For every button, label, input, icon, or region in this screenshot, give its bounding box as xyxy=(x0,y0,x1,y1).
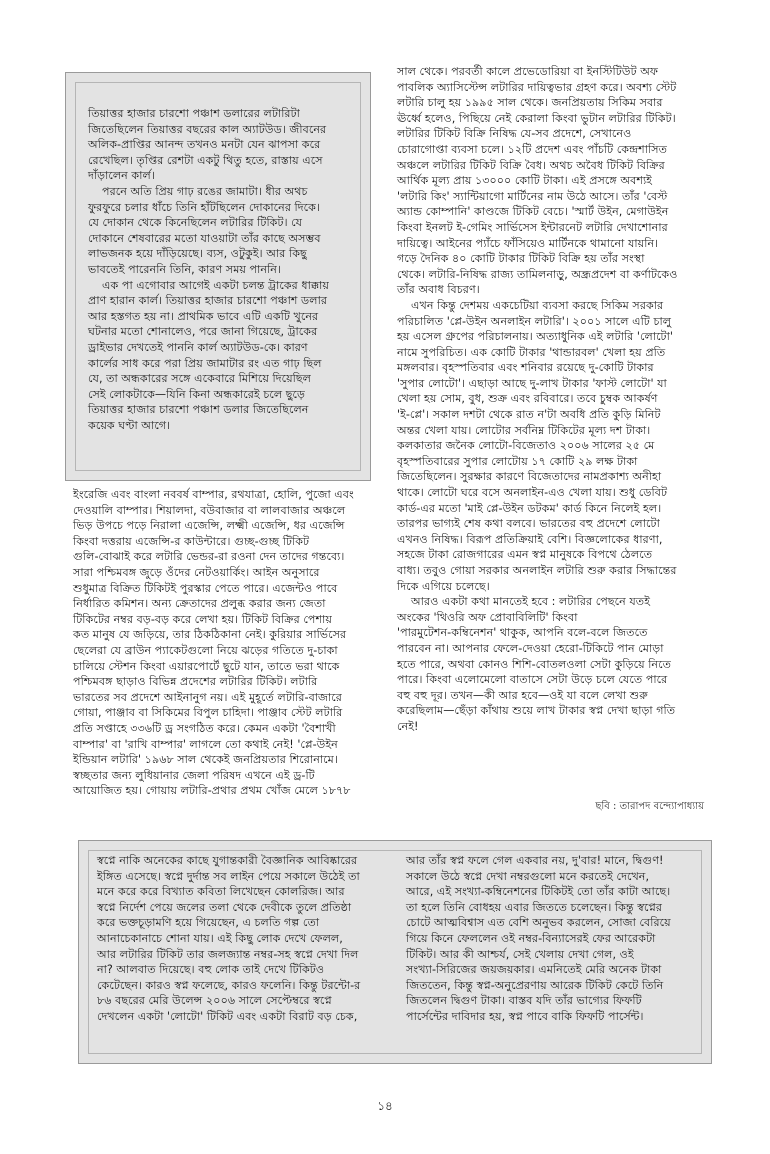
illustration-credit: ছবি : তারাপদ বন্দ্যোপাধ্যায় xyxy=(595,801,704,812)
article-right-paragraph-3: আরও একটা কথা মানতেই হবে : লটারির পেছনে যতই অংকের 'থিওরি অফ প্রোবাবিলিটি' কিংবা 'পারমুটেশন-কম্বিনেশন' থাকুক, আপনি বলে-বলে জিততে পারবেন না। আপনার ফেলে-দেওয়া হেরো-টিকিটে পান মোড়া হতে পারে, অথবা কোনও শিশি-বোতলওলা সেটা কুড়িয়ে নিতে পারে। কিংবা এলোমেলো বাতাসে সেটা উড়ে চলে যেতে পারে বহু বহু দূর। তখন—কী আর হবে—ওই যা বলে লেখা শুরু করেছিলাম—ছেঁড়া কাঁথায় শুয়ে লাখ টাকার স্বপ্ন দেখা ছাড়া গতি নেই! xyxy=(397,595,676,733)
sidebar-top-paragraph-3: এক পা এগোবার আগেই একটা চলন্ত ট্রাকের ধাক্কায় প্রাণ হারান কার্ল। তিয়াত্তর হাজার চারশো পঞ্চাশ ডলার আর হস্তগত হয় না। প্রাথমিক ভাবে এটি একটি খুনের ঘটনার মতো শোনালেও, পরে জানা গিয়েছে, ট্রাকের ড্রাইভার দেখতেই পাননি কার্ল অ্যাটউড-কে। কারণ কার্লের সাধ করে পরা প্রিয় জামাটার রং এত গাঢ় ছিল যে, তা অন্ধকারের সঙ্গে একেবারে মিশিয়ে দিয়েছিল সেই লোকটাকে—যিনি কিনা অন্ধকারেই চলে ছুড়ে তিয়াত্তর হাজার চারশো পঞ্চাশ ডলার জিতেছিলেন কয়েক ঘণ্টা আগে। xyxy=(88,278,329,432)
article-right-paragraph-2: এখন কিন্তু দেশময় একচেটিয়া ব্যবসা করছে সিকিম সরকার পরিচালিত 'প্লে-উইন অনলাইন লটারি'। ২০০১ সালে এটি চালু হয় এসেল গ্রুপের পরিচালনায়। অত্যাধুনিক এই লটারি 'লোটো' নামে সুপরিচিত। এক কোটি টাকার 'থান্ডারবল' খেলা হয় প্রতি মঙ্গলবার। বৃহস্পতিবার এবং শনিবার রয়েছে দু-কোটি টাকার 'সুপার লোটো'। এছাড়া আছে দু-লাখ টাকার 'ফাস্ট লোটো' যা খেলা হয় সোম, বুধ, শুক্র এবং রবিবারে। তবে চুম্বক আকর্ষণ 'ই-প্লে'। সকাল দশটা থেকে রাত ন'টা অবধি প্রতি কুড়ি মিনিট অন্তর খেলা যায়। লোটোর সর্বনিম্ন টিকিটের মূল্য দশ টাকা। কলকাতার জনৈক লোটো-বিজেতাও ২০০৬ সালের ২৫ মে বৃহস্পতিবারের সুপার লোটোয় ১৭ কোটি ২৯ লক্ষ টাকা জিতেছিলেন। সুরক্ষার কারণে বিজেতাদের নামপ্রকাশ্য অনীহা থাকে। লোটো ঘরে বসে অনলাইন-এও খেলা যায়। শুধু ডেবিট কার্ড-এর মতো 'মাই প্লে-উইন ডটকম' কার্ড কিনে নিলেই হল। তারপর ভাগ্যই শেষ কথা বলবে। ভারতের বহু প্রদেশে লোটো এখনও নিষিদ্ধ। বিরূপ প্রতিক্রিয়াই বেশি। বিজ্ঞলোকের ধারণা, সহজে টাকা রোজগারের এমন স্বপ্ন মানুষকে বিপথে ঠেলতে বাধ্য। তবুও গোয়া সরকার অনলাইন লটারি শুরু করার সিদ্ধান্তের দিকে এগিয়ে চলেছে। xyxy=(397,298,677,593)
sidebar-bottom-column-left xyxy=(97,853,392,1025)
article-column-right xyxy=(397,64,709,735)
sidebar-box-top xyxy=(65,72,371,481)
sidebar-box-bottom-frame xyxy=(88,850,702,1054)
article-left-text: ইংরেজি এবং বাংলা নববর্ষ বাম্পার, রথযাত্রা, হোলি, পুজো এবং দেওয়ালি বাম্পার। শিয়ালদা, বউবাজার বা লালবাজার অঞ্চলে ভিড় উপচে পড়ে নিরালা এজেন্সি, লক্ষ্মী এজেন্সি, ধর এজেন্সি কিংবা দত্তরায় এজেন্সি-র কাউন্টারে। গুচ্ছ-গুচ্ছ টিকিট গুলি-বোঝাই করে লটারি ভেন্ডর-রা রওনা দেন তাদের গন্তব্যে। সারা পশ্চিমবঙ্গ জুড়ে ওঁদের নেটওয়ার্কিং। আইন অনুসারে শুধুমাত্র বিক্রিত টিকিটই পুরস্কার পেতে পারে। এজেন্টও পাবে নির্ধারিত কমিশন। অন্য ক্রেতাদের প্রলুব্ধ করার জন্য জেতা টিকিটের নম্বর বড়-বড় করে লেখা হয়। টিকিট বিক্রির পেশায় কত মানুষ যে জড়িয়ে, তার ঠিকঠিকানা নেই। কুরিয়ার সার্ভিসের ছেলেরা যে ব্রাউন প্যাকেটগুলো নিয়ে ঝড়ের গতিতে দু-চাকা চালিয়ে স্টেশন কিংবা এয়ারপোর্টে ছুটে যান, তাতে ভরা থাকে পশ্চিমবঙ্গ ছাড়াও বিভিন্ন প্রদেশের লটারির টিকিট। লটারি ভারতের সব প্রদেশে আইনানুগ নয়। এই মুহূর্তে লটারি-বাজারে গোয়া, পাঞ্জাব বা সিকিমের বিপুল চাহিদা। পাঞ্জাব স্টেট লটারি প্রতি সপ্তাহে ৩৩৬টি ড্র সংগঠিত করে। কেমন একটা 'বৈশাখী বাম্পার' বা 'রাখি বাম্পার' লাগলে তো কথাই নেই! 'প্লে-উইন ইন্ডিয়ান লটারি' ১৯৬৮ সাল থেকেই জনপ্রিয়তার শিরোনামে। স্বচ্ছতার জন্য লুধিয়ানার জেলা পরিষদ এখনে এই ড্র-টি আয়োজিত হয়। গোয়ায় লটারি-প্রথার প্রথম খোঁজ মেলে ১৮৭৮ xyxy=(73,488,354,798)
sidebar-box-bottom xyxy=(78,840,712,1064)
sidebar-top-paragraph-2: পরনে অতি প্রিয় গাঢ় রঙের জামাটা। ধীর অথচ ফুরফুরে চলার ধাঁচে তিনি হাঁটছিলেন দোকানের দিকে। যে দোকান থেকে কিনেছিলেন লটারির টিকিট। যে দোকানে শেষবারের মতো যাওয়াটা তাঁর কাছে অসম্ভব লাভজনক হয়ে দাঁড়িয়েছে। ব্যস, ওটুকুই। আর কিছু ভাবতেই পারেননি তিনি, কারণ সময় পাননি। xyxy=(88,184,321,276)
sidebar-bottom-left-text: স্বপ্নে নাকি অনেকের কাছে যুগান্তকারী বৈজ্ঞানিক আবিষ্কারের ইঙ্গিত এসেছে। স্বপ্নে দুর্দান্ত সব লাইন পেয়ে সকালে উঠেই তা মনে করে করে বিখ্যাত কবিতা লিখেছেন কোলরিজ। আর স্বপ্নে নির্দেশ পেয়ে জলের তলা থেকে দেবীকে তুলে প্রতিষ্ঠা করে ভক্তচূড়ামণি হয়ে গিয়েছেন, এ চলতি গল্প তো আনাচেকানাচে শোনা যায়। এই কিছু লোক দেখে ফেলল, আর লটারির টিকিট তার জলজ্যান্ত নম্বর-সহ স্বপ্নে দেখা দিল না? আলবাত দিয়েছে। বহু লোক তাই দেখে টিকিটও কেটেছেন। কারও স্বপ্ন ফলেছে, কারও ফলেনি। কিন্তু টরন্টো-র ৮৬ বছরের মেরি উলেন্স ২০০৬ সালে সেপ্টেম্বরে স্বপ্নে দেখলেন একটা 'লোটো' টিকিট এবং একটা বিরাট বড় চেক, xyxy=(97,854,361,1023)
page-number: ১৪ xyxy=(377,1099,393,1113)
sidebar-bottom-column-right xyxy=(406,853,698,1025)
sidebar-bottom-right-text: আর তাঁর স্বপ্ন ফলে গেল একবার নয়, দু'বার! মানে, দ্বিগুণ! সকালে উঠে স্বপ্নে দেখা নম্বরগুলো মনে করতেই দেখেন, আরে, এই সংখ্যা-কম্বিনেশনের টিকিটই তো তাঁর কাটা আছে। তা হলে তিনি বোধহয় এবার জিততে চলেছেন। কিন্তু স্বপ্নের চোটে আত্মবিশ্বাস এত বেশি অনুভব করলেন, সোজা বেরিয়ে গিয়ে কিনে ফেললেন ওই নম্বর-বিন্যাসেরই ফের আরেকটা টিকিট। আর কী আশ্চর্য, সেই খেলায় দেখা গেল, ওই সংখ্যা-সিরিজের জয়জয়কার। এমনিতেই মেরি অনেক টাকা জিততেন, কিন্তু স্বপ্ন-অনুপ্রেরণায় আরেক টিকিট কেটে তিনি জিতলেন দ্বিগুণ টাকা। বাস্তব যদি তাঁর ভাগ্যের ফিফটি পার্সেন্টের দাবিদার হয়, স্বপ্ন পাবে বাকি ফিফটি পার্সেন্ট। xyxy=(406,854,671,1023)
article-column-left xyxy=(73,487,373,799)
sidebar-box-top-frame xyxy=(75,82,361,471)
sidebar-top-paragraph-1: তিয়াত্তর হাজার চারশো পঞ্চাশ ডলারের লটারিটা জিতেছিলেন তিয়াত্তর বছরের কাল অ্যাটউড। জীবনের অলিক-প্রাপ্তির আনন্দ তখনও মনটা যেন ঝাপসা করে রেখেছিল। তৃপ্তির রেশটা একটু থিতু হতে, রাস্তায় এসে দাঁড়ালেন কার্ল। xyxy=(88,107,327,183)
article-right-paragraph-1: সাল থেকে। পরবর্তী কালে প্রভেডোরিয়া বা ইনস্টিটিউট অফ পাবলিক অ্যাসিস্টেন্স লটারির দায়িত্বভার গ্রহণ করে। অবশ্য স্টেট লটারি চালু হয় ১৯৯৫ সাল থেকে। জনপ্রিয়তায় সিকিম সবার ঊর্ধ্বে হলেও, পিছিয়ে নেই কেরালা কিংবা ভুটান লটারির টিকিট। লটারির টিকিট বিক্রি নিষিদ্ধ যে-সব প্রদেশে, সেখানেও চোরাগোপ্তা ব্যবসা চলে। ১২টি প্রদেশ এবং পাঁচটি কেন্দ্রশাসিত অঞ্চলে লটারির টিকিট বিক্রি বৈধ। অথচ অবৈধ টিকিট বিক্রির আর্থিক মূল্য প্রায় ১৩০০০ কোটি টাকা। এই প্রসঙ্গে অবশ্যই 'লটারি কিং' স্যান্টিয়াগো মার্টিনের নাম উঠে আসে। তাঁর 'বেস্ট অ্যান্ড কোম্পানি' কাণ্ডজে টিকিট বেচে। 'স্মার্ট উইন, মেগাউইন কিংবা ইনলট ই-গেমিং সার্ভিসেস ইন্টারনেট লটারি দেখাশোনার দায়িত্বে। আইনের প্যাঁচে ফাঁসিয়েও মার্টিনকে থামানো যায়নি। গড়ে দৈনিক ৪০ কোটি টাকার টিকিট বিক্রি হয় তাঁর সংস্থা থেকে। লটারি-নিষিদ্ধ রাজ্য তামিলনাড়ু, অন্ধ্রপ্রদেশ বা কর্ণাটকেও তাঁর অবাধ বিচরণ। xyxy=(397,65,678,297)
